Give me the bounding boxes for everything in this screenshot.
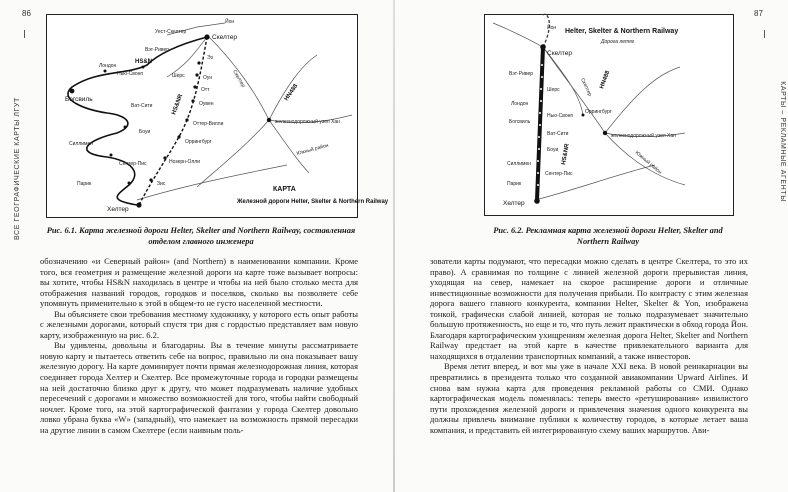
right-body-text [430,256,748,435]
right-map [484,14,734,216]
left-map-label: Оун [203,75,213,81]
right-map-label: Йон [547,25,557,31]
right-map-label: Богсвиль [509,119,531,125]
left-map-label: Силлимен [69,141,94,147]
left-map-label: Оттер-Вилли [193,121,224,127]
right-page-number: 87 [754,9,763,18]
right-map-label: HN488 [599,70,612,90]
left-map-label: Шерс [172,73,185,79]
right-map-label: Лондон [511,101,529,107]
paragraph: зователи карты подумают, что пересадки можно сделать в центре Скелтера, то это их право). А сравнимая по толщине с линией железной дороги прерывистая линия, уходящая на север, намекает на скорое расширение дороги и отличные инвестиционные возможности для получения прибыли. По контрасту с этим железная дорога вашего главного конкурента, компании Helter, Skelter & Yon, изображена тонкой, графически слабой линией, которая не только подразумевает значительно большую протяженность, но еще и то, что путь лежит практически в обход города Йон. Благодаря картографическим ухищрениям железная дорога Helter, Skelter and Northern Railway предстает на этой карте в качестве привлекательного варианта для находящихся в отдалении транспортных компаний, а также инвесторов. [430,256,748,361]
left-map-label: Боуи [139,129,151,135]
right-caption: Рис. 6.2. Рекламная карта железной дороги Helter, Skelter and Northern Railway [493,226,723,246]
left-map-label: Уест-Скелтер [155,29,187,35]
paragraph: обозначению «и Северный район» (and Northern) в наименовании компании. Кроме того, вся геометрия и размещение железной дороги на карте тоже вызывает вопросы: вы хотите, чтобы HS&N находилась в центре и чтобы на ней было столько места для отображения названий городов, городков и поселков, сколько вы позволяете себе упомянуть применительно к этой в общем-то не густо населенной местности. [40,256,358,309]
left-map-label: Нозерн-Олли [169,159,201,165]
right-map-label: Нью-Свонп [547,113,574,119]
left-map-svg [47,15,389,217]
left-map-legend-title: КАРТА [273,186,296,193]
left-map-label: Хелтер [107,206,129,213]
left-map-label: железнодорожный узел Хан [275,119,340,125]
right-map-label: Сентер-Пис [545,171,573,177]
right-map-label: Вэт-Ривер [509,71,534,77]
paragraph: Вы удивлены, довольны и благодарны. Вы в течение минуты рассматриваете новую карту и пытаетесь ответить себе на вопрос, правильно ли она показывает вашу железную дорогу. На карте доминирует почти прямая железнодорожная линия, которая соединяет города Хелтер и Скелтер. Все промежуточные города и городки размещены на ней достаточно близко друг к другу, что может подразумевать наличие удобных пересечений с дорогами и множество возможностей для того, чтобы найти свободный ночлег. Кроме того, на этой картографической фантазии у города Скелтер довольно ловко убрана буква «W» (западный), что намекает на возможность прямой пересадки на другие линии в самом Скелтере (если наивным поль- [40,340,358,435]
left-map-label: Оррингбург [185,139,212,145]
left-running-head: ВСЕ ГЕОГРАФИЧЕСКИЕ КАРТЫ ЛГУТ [14,97,21,240]
left-map-label: Южный район [295,142,330,157]
right-map-label: Силлимен [507,161,532,167]
left-map-label: Зис [157,181,166,187]
gutter [393,0,395,492]
left-sidebar-tick [24,30,25,38]
left-caption: Рис. 6.1. Карта железной дороги Helter, Skelter and Northern Railway, составленная отделом главного инженера [46,226,356,246]
left-map-label: Оувен [199,101,214,107]
left-map-label: Богсвиль [65,96,93,103]
right-map-label: Парик [507,181,522,187]
right-map-label: Шерс [547,87,560,93]
right-sidebar-tick [764,30,765,38]
left-page-number: 86 [22,9,31,18]
left-map-label: Йон [225,19,235,25]
left-map-label: Парик [77,181,92,187]
left-body-text [40,256,358,435]
right-map-label: Оррингбург [585,109,612,115]
left-map-label: HS&NR [171,93,185,116]
right-map-svg [485,15,733,215]
right-map-label: Южный район [633,149,663,176]
paragraph: Время летит вперед, и вот мы уже в начале XXI века. В новой реинкарнации вы превратились в президента только что созданной авиакомпании Upward Airlines. И снова вам нужна карта для проведения рекламной работы со СМИ. Однако картографическая модель поменялась: теперь вместо «ретуширования» извилистого пути прохождения железной дороги и привлечения значения одного конкурента вы должны привлечь внимание публики к количеству городов, в которые летает ваша компания, и представить ей интегрированную схему ваших маршрутов. Ави- [430,361,748,435]
right-map-label: железнодорожный узел Хан [611,133,676,139]
left-map [46,14,389,218]
right-running-head: КАРТЫ – РЕКЛАМНЫЕ АГЕНТЫ [779,81,786,202]
left-map-label: HN488 [283,83,300,103]
left-map-label: Сентер-Пис [119,161,147,167]
right-map-label: Хелтер [503,200,525,207]
left-map-label: Скелтер [231,69,247,89]
right-map-label: Скелтер [579,77,593,98]
left-map-label: HS&N [135,59,153,65]
left-map-label: Нью-Свонп [117,71,144,77]
left-map-label: Скелтер [212,34,237,41]
left-map-label: Отт [201,87,210,93]
left-map-label: Эз [207,55,213,61]
right-map-subtitle: Дорога летяг [601,39,635,45]
right-map-label: Боуи [547,147,559,153]
left-map-label: Ват-Сити [131,103,153,109]
left-map-legend-subtitle: Железной дороги Helter, Skelter & Northern Railway [237,199,389,205]
paragraph: Вы объясняете свои требования местному художнику, у которого есть опыт работы с железными дорогами, который спустя три дня с гордостью представляет вам новую карту, изображенную на рис. 6.2. [40,308,358,340]
right-map-label: Скелтер [547,50,572,57]
right-map-label: HS&NR [561,143,571,166]
right-map-title: Helter, Skelter & Northern Railway [565,28,679,35]
right-map-label: Ват-Сити [547,131,569,137]
left-map-label: Лондон [99,63,117,69]
left-map-label: Вэт-Ривер [145,47,170,53]
